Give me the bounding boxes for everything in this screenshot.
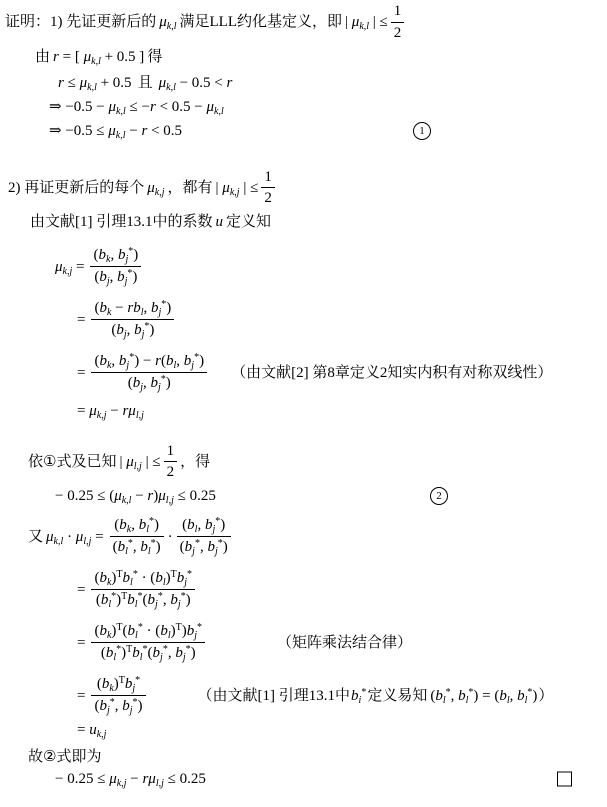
fraction xyxy=(91,299,174,340)
qed-box xyxy=(557,771,572,786)
math-expression: ($b_l^*$, $b_l^*) = (b_l$, $b_l^*$) xyxy=(430,686,538,706)
fraction-denominator: ($b_j^*$, $b_j^*$) xyxy=(179,538,228,558)
line-step-8 xyxy=(0,720,607,740)
math-expression: ⇒ $-0.5 - \mu_{k,l} \le -r < 0.5 - \mu_{k,l}$ xyxy=(49,99,224,117)
text-run: （矩阵乘法结合律） xyxy=(276,634,412,651)
line-final xyxy=(0,769,607,789)
line-ineq-3 xyxy=(0,121,607,141)
math-expression: $\mu_{k,l} \cdot \mu_{l,j}$ = xyxy=(46,528,104,547)
fraction-denominator: ($b_l^*$, $b_l^*$) xyxy=(112,538,161,558)
line-mu-def xyxy=(0,246,607,287)
fraction-denominator: ($b_j^*$, $b_j^*$) xyxy=(94,697,143,717)
text-run: 由 xyxy=(35,48,51,65)
text-run: ，得 xyxy=(180,453,211,470)
fraction-denominator: 2 xyxy=(264,190,272,207)
text-run: 定义知 xyxy=(226,214,272,230)
math-expression: | $\mu_{l,j}$ | ≤ xyxy=(119,453,161,472)
math-expression: − $0.25 \le (\mu_{k,l} - r)\mu_{l,j} \le 0.25$ xyxy=(55,488,216,506)
line-ineq-4 xyxy=(0,486,607,506)
text-run: 2) 再证更新后的每个 xyxy=(8,179,145,196)
fraction-numerator: 1 xyxy=(164,442,178,463)
text-run: 故②式即为 xyxy=(28,748,102,765)
text-run: 由文献[1] 引理13.1中的系数 xyxy=(30,214,213,230)
line-step-4 xyxy=(0,401,607,421)
math-expression: = $u_{k,j}$ xyxy=(77,722,107,741)
fraction xyxy=(110,516,164,557)
proof-lines-container xyxy=(0,2,607,789)
text-run: ，都有 xyxy=(167,179,213,196)
fraction-denominator: 2 xyxy=(393,24,402,41)
fraction-numerator: ($b_k$, $b_j^*) - r(b_l$, $b_j^*$) xyxy=(91,352,207,373)
fraction xyxy=(90,246,141,287)
fraction-numerator: ($b_k - rb_l$, $b_j^*$) xyxy=(91,299,174,320)
fraction xyxy=(91,622,205,663)
line-step-6 xyxy=(0,622,607,663)
text-run: 得 xyxy=(147,48,163,65)
line-step-5 xyxy=(0,569,607,610)
math-expression: $\mu_{k,j}$ = xyxy=(55,258,85,277)
math-expression: $b_i^*$ xyxy=(351,686,367,706)
text-run: 依①式及已知 xyxy=(28,453,117,470)
fraction-numerator: ($b_k$, $b_l^*$) xyxy=(110,516,164,537)
line-ineq-1 xyxy=(0,73,607,93)
line-product xyxy=(0,516,607,557)
line-part2 xyxy=(0,168,607,209)
math-expression: $\mu_{k,l}$ xyxy=(159,14,177,33)
fraction-numerator: ($b_l$, $b_j^*$) xyxy=(177,516,231,537)
math-expression: $\mu_{k,l} - 0.5 < r$ xyxy=(158,74,233,93)
text-run: （由文献[1] 引理13.1中 xyxy=(197,687,351,704)
math-expression: = xyxy=(77,581,86,598)
text-run: （由文献[2] 第8章定义2知实内积有对称双线性） xyxy=(231,364,553,381)
fraction xyxy=(91,675,145,716)
math-expression: | $\mu_{k,j}$ | ≤ xyxy=(215,179,259,198)
line-step-7 xyxy=(0,675,607,716)
fraction-numerator: $(b_k)^T(b_l^* \cdot (b_l)^T)b_j^*$ xyxy=(91,622,205,643)
fraction xyxy=(91,569,195,610)
fraction-denominator: ($b_j$, $b_j^*$) xyxy=(127,374,171,394)
math-expression: $\mu_{k,j}$ xyxy=(147,179,165,198)
math-expression: $r \le \mu_{k,l} + 0.5$ xyxy=(58,74,132,93)
math-expression: = xyxy=(77,687,86,704)
fraction xyxy=(391,2,405,43)
equation-number-circle: 1 xyxy=(413,122,431,140)
fraction-numerator: $(b_k)^Tb_j^*$ xyxy=(91,675,145,696)
fraction-denominator: ($b_j$, $b_j^*$) xyxy=(94,268,138,288)
equation-number-circle: 2 xyxy=(430,487,448,505)
line-recall xyxy=(0,442,607,483)
math-expression: ⇒ $-0.5 \le \mu_{k,l} - r < 0.5$ xyxy=(49,123,183,142)
fraction xyxy=(261,168,275,209)
line-proof-start xyxy=(0,2,607,43)
text-run: 证明：1) 先证更新后的 xyxy=(5,14,157,31)
line-def-r xyxy=(0,47,607,67)
line-conclusion xyxy=(0,747,607,767)
line-cite-def xyxy=(0,212,607,232)
text-run: ） xyxy=(538,687,554,704)
math-expression: u xyxy=(215,214,223,230)
fraction xyxy=(177,516,231,557)
fraction-denominator: $(b_l^*)^Tb_l^*(b_j^*$, $b_j^*$) xyxy=(95,591,191,611)
text-run: 又 xyxy=(28,528,44,545)
fraction xyxy=(91,352,207,393)
fraction-denominator: 2 xyxy=(166,464,175,481)
text-run: 定义易知 xyxy=(367,687,428,704)
math-expression: | $\mu_{k,l}$ | ≤ xyxy=(345,14,388,33)
fraction-numerator: ($b_k$, $b_j^*$) xyxy=(90,246,141,267)
math-expression: = xyxy=(77,634,86,651)
line-ineq-2 xyxy=(0,97,607,117)
math-expression: · xyxy=(167,528,173,545)
math-expression: − $0.25 \le \mu_{k,j} - r\mu_{l,j} \le 0.25$ xyxy=(55,770,206,789)
fraction-numerator: $(b_k)^Tb_l^* \cdot (b_l)^Tb_j^*$ xyxy=(91,569,195,590)
fraction-denominator: $(b_l^*)^Tb_l^*(b_j^*$, $b_j^*$) xyxy=(100,644,196,664)
math-expression: r = [ $\mu_{k,l} + 0.5$ ] xyxy=(53,48,145,67)
math-expression: = $\mu_{k,j} - r\mu_{l,j}$ xyxy=(77,403,144,422)
math-expression: = xyxy=(77,311,86,328)
fraction-numerator: 1 xyxy=(261,168,275,189)
fraction-denominator: ($b_j$, $b_j^*$) xyxy=(111,321,155,341)
line-step-2 xyxy=(0,299,607,340)
text-run: 满足LLL约化基定义，即 xyxy=(179,14,343,31)
line-step-3 xyxy=(0,352,607,393)
fraction xyxy=(164,442,178,483)
fraction-numerator: 1 xyxy=(391,2,405,23)
math-expression: = xyxy=(77,364,86,381)
text-run: 且 xyxy=(137,74,153,91)
